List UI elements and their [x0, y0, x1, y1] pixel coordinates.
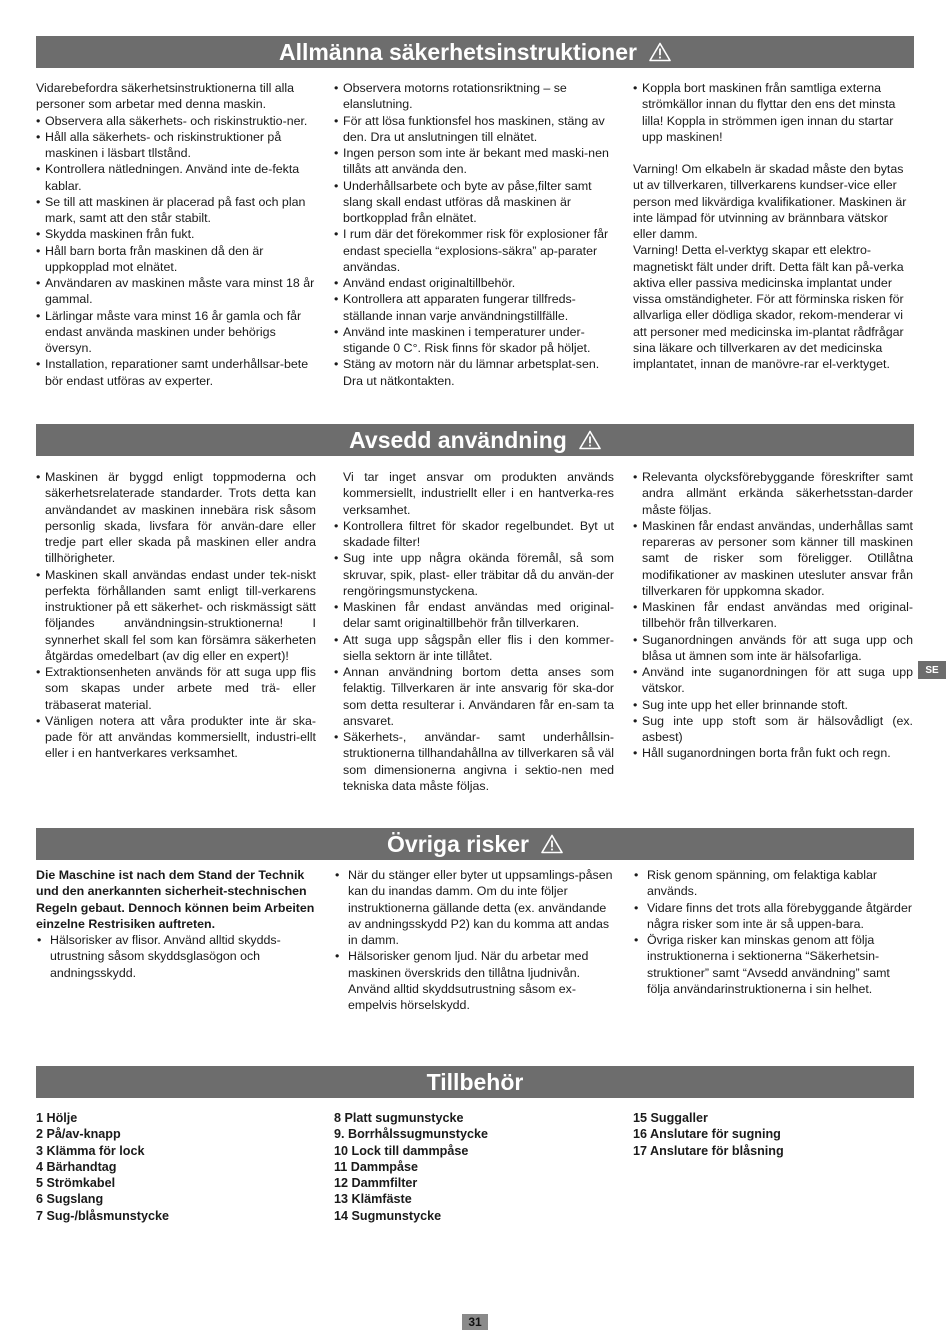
safety-list-2 — [334, 80, 614, 389]
language-tab: SE — [918, 661, 946, 679]
list-item: • Risk genom spänning, om felaktiga kablar används. — [633, 867, 913, 900]
list-item: • Stäng av motorn när du lämnar arbetsplat-sen. Dra ut nätkontakten. — [334, 356, 614, 389]
list-item: • Håll suganordningen borta från fukt och regn. — [633, 745, 913, 761]
list-item: • Lärlingar måste vara minst 16 år gamla och får endast använda maskinen under behörigs översyn. — [36, 308, 316, 357]
list-item: • Sug inte upp stoft som är hälsovådligt (ex. asbest) — [633, 713, 913, 746]
list-item: • Annan användning bortom detta anses som felaktig. Tillverkaren är inte ansvarig för ska-dor som detta resulterar i. Användaren får en-sam ta ansvaret. — [334, 664, 614, 729]
list-item: • I rum där det förekommer risk för explosioner får endast speciella “explosions-säkra” ap-parater användas. — [334, 226, 614, 275]
safety-col-2 — [334, 80, 614, 389]
list-item: • Sug inte upp het eller brinnande stoft. — [633, 697, 913, 713]
list-item: • Håll alla säkerhets- och riskinstruktioner på maskinen i läsbart tllstånd. — [36, 129, 316, 162]
list-item: 12 Dammfilter — [334, 1176, 418, 1190]
list-item: 7 Sug-/blåsmunstycke — [36, 1208, 169, 1223]
page-number: 31 — [462, 1314, 488, 1330]
accessories-col-3 — [633, 1110, 913, 1159]
section-header-intended-use — [36, 424, 914, 456]
section-header-accessories — [36, 1066, 914, 1098]
list-item: 10 Lock till dammpåse — [334, 1143, 469, 1158]
intended-intro: Vi tar inget ansvar om produkten används kommersiellt, industriellt eller i en hantverka-res verksamhet. — [343, 470, 614, 517]
warning-triangle-icon — [579, 430, 601, 450]
accessories-col-1 — [36, 1110, 316, 1224]
list-item: • Hälsorisker av flisor. Använd alltid skydds-utrustning såsom skyddsglasögon och andningsskydd. — [36, 932, 316, 981]
list-item: • Att suga upp sågspån eller flis i den kommer-siella sektorn är inte tillåtet. — [334, 632, 614, 665]
risks-col-1 — [36, 867, 316, 981]
list-item: • Användaren av maskinen måste vara minst 18 år gammal. — [36, 275, 316, 308]
intended-list-3 — [633, 469, 913, 762]
list-item: • Ingen person som inte är bekant med maski-nen tillåts att använda den. — [334, 145, 614, 178]
section-title: Allmänna säkerhetsinstruktioner — [279, 38, 637, 65]
list-item: 2 På/av-knapp — [36, 1127, 121, 1142]
list-item: • Maskinen får endast användas med original-delar samt originaltillbehör från tillverkaren. — [334, 599, 614, 632]
list-item: 17 Anslutare för blåsning — [633, 1143, 784, 1158]
list-item: • Övriga risker kan minskas genom att följa instruktionerna i sektionerna “Säkerhetsin-struktioner” samt “Avsedd användning” samt följa användarinstruktionerna i sin helhet. — [633, 932, 913, 997]
intended-col-1 — [36, 469, 316, 762]
safety-intro: Vidarebefordra säkerhetsinstruktionerna till alla personer som arbetar med denna maskin. — [36, 81, 295, 112]
list-item: • För att lösa funktionsfel hos maskinen, stäng av den. Dra ut anslutningen till elnätet. — [334, 113, 614, 146]
list-item: • Suganordningen används för att suga upp och blåsa ut ämnen som inte är hälsofarliga. — [633, 632, 913, 665]
section-header-safety — [36, 36, 914, 68]
section-title: Tillbehör — [426, 1068, 524, 1095]
warning-paragraph-cable: Varning! Om elkabeln är skadad måste den bytas ut av tillverkaren, tillverkarens kundser-vice eller person med likvärdiga kvalifikationer. Maskinen är inte lämpad för utvinning av brännbara vätskor eller damm. — [633, 162, 907, 241]
risks-list-2 — [334, 867, 614, 1013]
safety-col-3 — [633, 80, 913, 372]
list-item: • Relevanta olycksförebyggande föreskrifter samt andra allmänt erkända säkerhetsstan-darder måste följas. — [633, 469, 913, 518]
list-item: 16 Anslutare för sugning — [633, 1127, 781, 1142]
list-item: 1 Hölje — [36, 1111, 78, 1125]
list-item: 15 Suggaller — [633, 1111, 708, 1125]
list-item: • Vänligen notera att våra produkter inte är ska-pade för att användas kommersiellt, industri-ellt eller i en hantverkares verksamhet. — [36, 713, 316, 762]
list-item: • Maskinen är byggd enligt toppmoderna och säkerhetsrelaterade standarder. Trots detta kan användandet av maskinen innebära risk såsom personlig skada, livsfara för använ-dare eller tredje part eller skada på maskinen eller andra tillhörigheter. — [36, 469, 316, 567]
list-item: 3 Klämma för lock — [36, 1143, 145, 1158]
list-item: • Sug inte upp några okända föremål, så som skruvar, spik, plast- eller träbitar då du använ-der rengöringsmunstyckena. — [334, 550, 614, 599]
intended-col-3 — [633, 469, 913, 762]
risks-list-1 — [36, 932, 316, 981]
list-item: 9. Borrhålssugmunstycke — [334, 1127, 488, 1142]
intended-col-2 — [334, 469, 614, 794]
list-item: • Håll barn borta från maskinen då den är uppkopplad mot elnätet. — [36, 243, 316, 276]
list-item: 6 Sugslang — [36, 1192, 104, 1207]
accessories-col-2 — [334, 1110, 614, 1224]
list-item: • Säkerhets-, användar- samt underhållsin-struktionerna tillhandahållna av tillverkaren så väl som dimensionerna angivna i sektio-nen med tekniska data måste följas. — [334, 729, 614, 794]
list-item: • Kontrollera att apparaten fungerar tillfreds-ställande innan varje användningstillfälle. — [334, 291, 614, 324]
list-item: • Extraktionsenheten används för att suga upp flis som skapas under arbete med trä- eller träbaserat material. — [36, 664, 316, 713]
list-item: • Maskinen skall användas endast under tek-niskt perfekta förhållanden samt enligt till-verkarens instruktioner på ett säkerhet- och riskmässigt sätt följandes användningsin-struktionerna! I synnerhet skall fel som kan försämra säkerheten åtgärdas omedelbart (av dig eller en expert)! — [36, 567, 316, 665]
warning-triangle-icon — [649, 42, 671, 62]
list-item: • Skydda maskinen från fukt. — [36, 226, 316, 242]
safety-col-1 — [36, 80, 316, 389]
list-item: 8 Platt sugmunstycke — [334, 1111, 464, 1125]
list-item: • Kontrollera filtret för skador regelbundet. Byt ut skadade filter! — [334, 518, 614, 551]
list-item: 11 Dammpåse — [334, 1159, 419, 1174]
list-item: • Koppla bort maskinen från samtliga externa strömkällor innan du flyttar den ens det minsta lilla! Koppla in strömmen igen innan du startar upp maskinen! — [633, 80, 913, 145]
risks-col-2 — [334, 867, 614, 1013]
list-item: • Maskinen får endast användas med original-tillbehör från tillverkaren. — [633, 599, 913, 632]
list-item: • Se till att maskinen är placerad på fast och plan mark, samt att den står stabilt. — [36, 194, 316, 227]
list-item: • Observera alla säkerhets- och riskinstruktio-ner. — [36, 113, 316, 129]
safety-list-3 — [633, 80, 913, 145]
risks-col-3 — [633, 867, 913, 997]
risks-list-3 — [633, 867, 913, 997]
list-item: • Installation, reparationer samt underhållsar-bete bör endast utföras av experter. — [36, 356, 316, 389]
intended-list-2 — [334, 518, 614, 794]
intended-list-1 — [36, 469, 316, 762]
list-item: • Observera motorns rotationsriktning – se elanslutning. — [334, 80, 614, 113]
warning-paragraph-emf: Varning! Detta el-verktyg skapar ett elektro-magnetiskt fält under drift. Detta fält kan på-verka aktiva eller passiva medicinska implantat under vissa omständigheter. För att förminska risken för allvarliga eller dödliga skador, rekom-menderar vi att personer med medicinska im-plantat rådfrågar sina läkare och tillverkaren av det medicinska implantatet, innan de manövre-rar el-verktyget. — [633, 243, 904, 371]
list-item: • Använd inte suganordningen för att suga upp vätskor. — [633, 664, 913, 697]
section-title: Övriga risker — [387, 830, 529, 857]
list-item: • Använd endast originaltillbehör. — [334, 275, 614, 291]
warning-triangle-icon — [541, 834, 563, 854]
list-item: 13 Klämfäste — [334, 1192, 412, 1207]
list-item: • Använd inte maskinen i temperaturer under-stigande 0 C°. Risk finns för skador på höljet. — [334, 324, 614, 357]
list-item: • Maskinen får endast användas, underhållas samt repareras av personer som känner till maskinen samt de risker som föreligger. Otillåtna modifikationer av maskinen utesluter ansvar från tillverkaren för uppkomna skador. — [633, 518, 913, 599]
section-header-other-risks — [36, 828, 914, 860]
list-item: 14 Sugmunstycke — [334, 1208, 442, 1223]
list-item: 4 Bärhandtag — [36, 1159, 117, 1174]
safety-list-1 — [36, 113, 316, 389]
list-item: • När du stänger eller byter ut uppsamlings-påsen kan du inandas damm. Om du inte följer instruktionerna gällande detta (ex. användande av andningsskydd P2) kan du komma att andas in damm. — [334, 867, 614, 948]
risks-intro: Die Maschine ist nach dem Stand der Technik und den anerkannten sicherheit-stechnischen Regeln gebaut. Dennoch können beim Arbeiten einzelne Restrisiken auftreten. — [36, 868, 315, 931]
list-item: • Underhållsarbete och byte av påse,filter samt slang skall endast utföras då maskinen är bortkopplad från elnätet. — [334, 178, 614, 227]
list-item: • Vidare finns det trots alla förebyggande åtgärder några risker som inte är så uppen-bara. — [633, 900, 913, 933]
list-item: 5 Strömkabel — [36, 1176, 116, 1190]
list-item: • Kontrollera nätledningen. Använd inte de-fekta kablar. — [36, 161, 316, 194]
list-item: • Hälsorisker genom ljud. När du arbetar med maskinen överskrids den tillåtna ljudnivån. Använd alltid skyddsutrustning såsom ex-empelvis hörselskydd. — [334, 948, 614, 1013]
section-title: Avsedd användning — [349, 426, 567, 453]
